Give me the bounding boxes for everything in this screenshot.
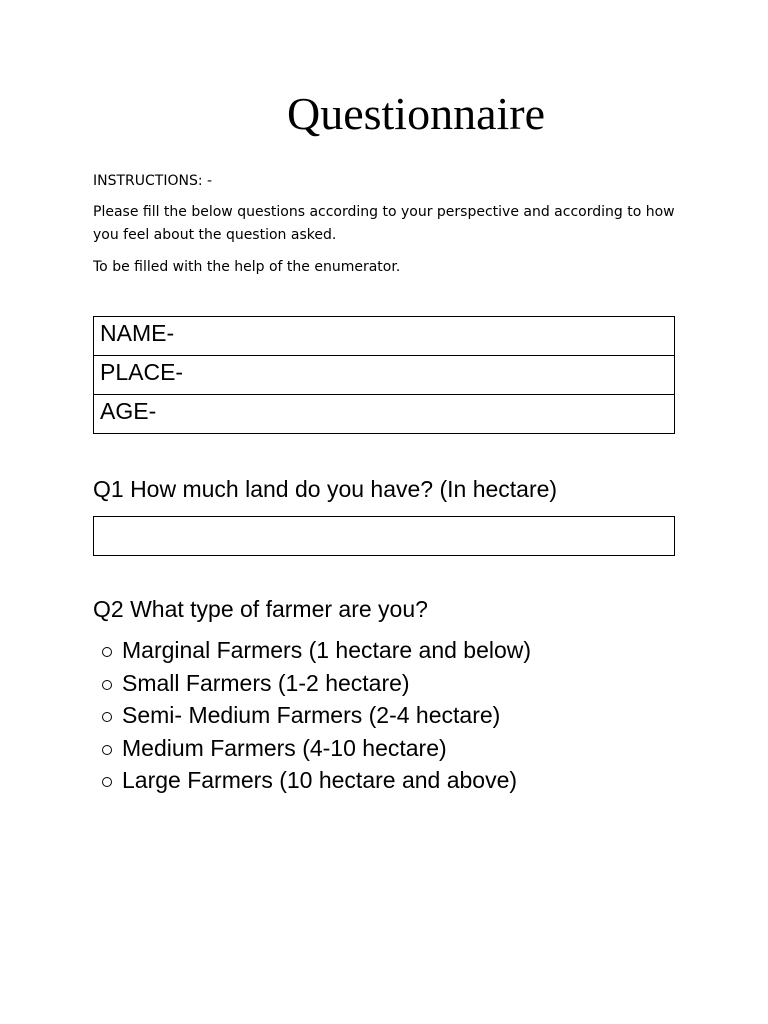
place-field[interactable] xyxy=(94,356,675,395)
instructions-note: To be filled with the help of the enumerator. xyxy=(93,259,401,275)
radio-circle-icon[interactable] xyxy=(102,647,112,657)
question-2: Q2 What type of farmer are you? xyxy=(93,596,428,622)
option-label: Small Farmers (1-2 hectare) xyxy=(122,669,410,696)
radio-circle-icon[interactable] xyxy=(102,680,112,690)
option-label: Large Farmers (10 hectare and above) xyxy=(122,767,518,794)
instructions-heading: INSTRUCTIONS: - xyxy=(93,173,213,189)
option-label: Marginal Farmers (1 hectare and below) xyxy=(122,637,532,664)
name-field[interactable] xyxy=(94,317,675,356)
instructions-body: Please fill the below questions according to your perspective and according to how you feel about the question asked. xyxy=(93,204,675,243)
name-label: NAME- xyxy=(100,320,175,346)
age-label: AGE- xyxy=(100,398,157,424)
radio-circle-icon[interactable] xyxy=(102,777,112,787)
info-row-age xyxy=(94,395,675,434)
option-medium-farmers[interactable] xyxy=(102,732,531,765)
option-label: Medium Farmers (4-10 hectare) xyxy=(122,734,447,761)
option-semi-medium-farmers[interactable] xyxy=(102,699,531,732)
option-marginal-farmers[interactable] xyxy=(102,634,531,667)
radio-circle-icon[interactable] xyxy=(102,712,112,722)
option-small-farmers[interactable] xyxy=(102,667,531,700)
option-label: Semi- Medium Farmers (2-4 hectare) xyxy=(122,702,501,729)
page-title: Questionnaire xyxy=(286,88,546,139)
place-label: PLACE- xyxy=(100,359,184,385)
info-row-name xyxy=(94,317,675,356)
farmer-type-options xyxy=(102,634,531,797)
radio-circle-icon[interactable] xyxy=(102,745,112,755)
question-1: Q1 How much land do you have? (In hectare) xyxy=(93,476,558,502)
land-answer-field[interactable] xyxy=(93,516,675,556)
respondent-info-table xyxy=(93,316,675,434)
age-field[interactable] xyxy=(94,395,675,434)
info-row-place xyxy=(94,356,675,395)
option-large-farmers[interactable] xyxy=(102,764,531,797)
